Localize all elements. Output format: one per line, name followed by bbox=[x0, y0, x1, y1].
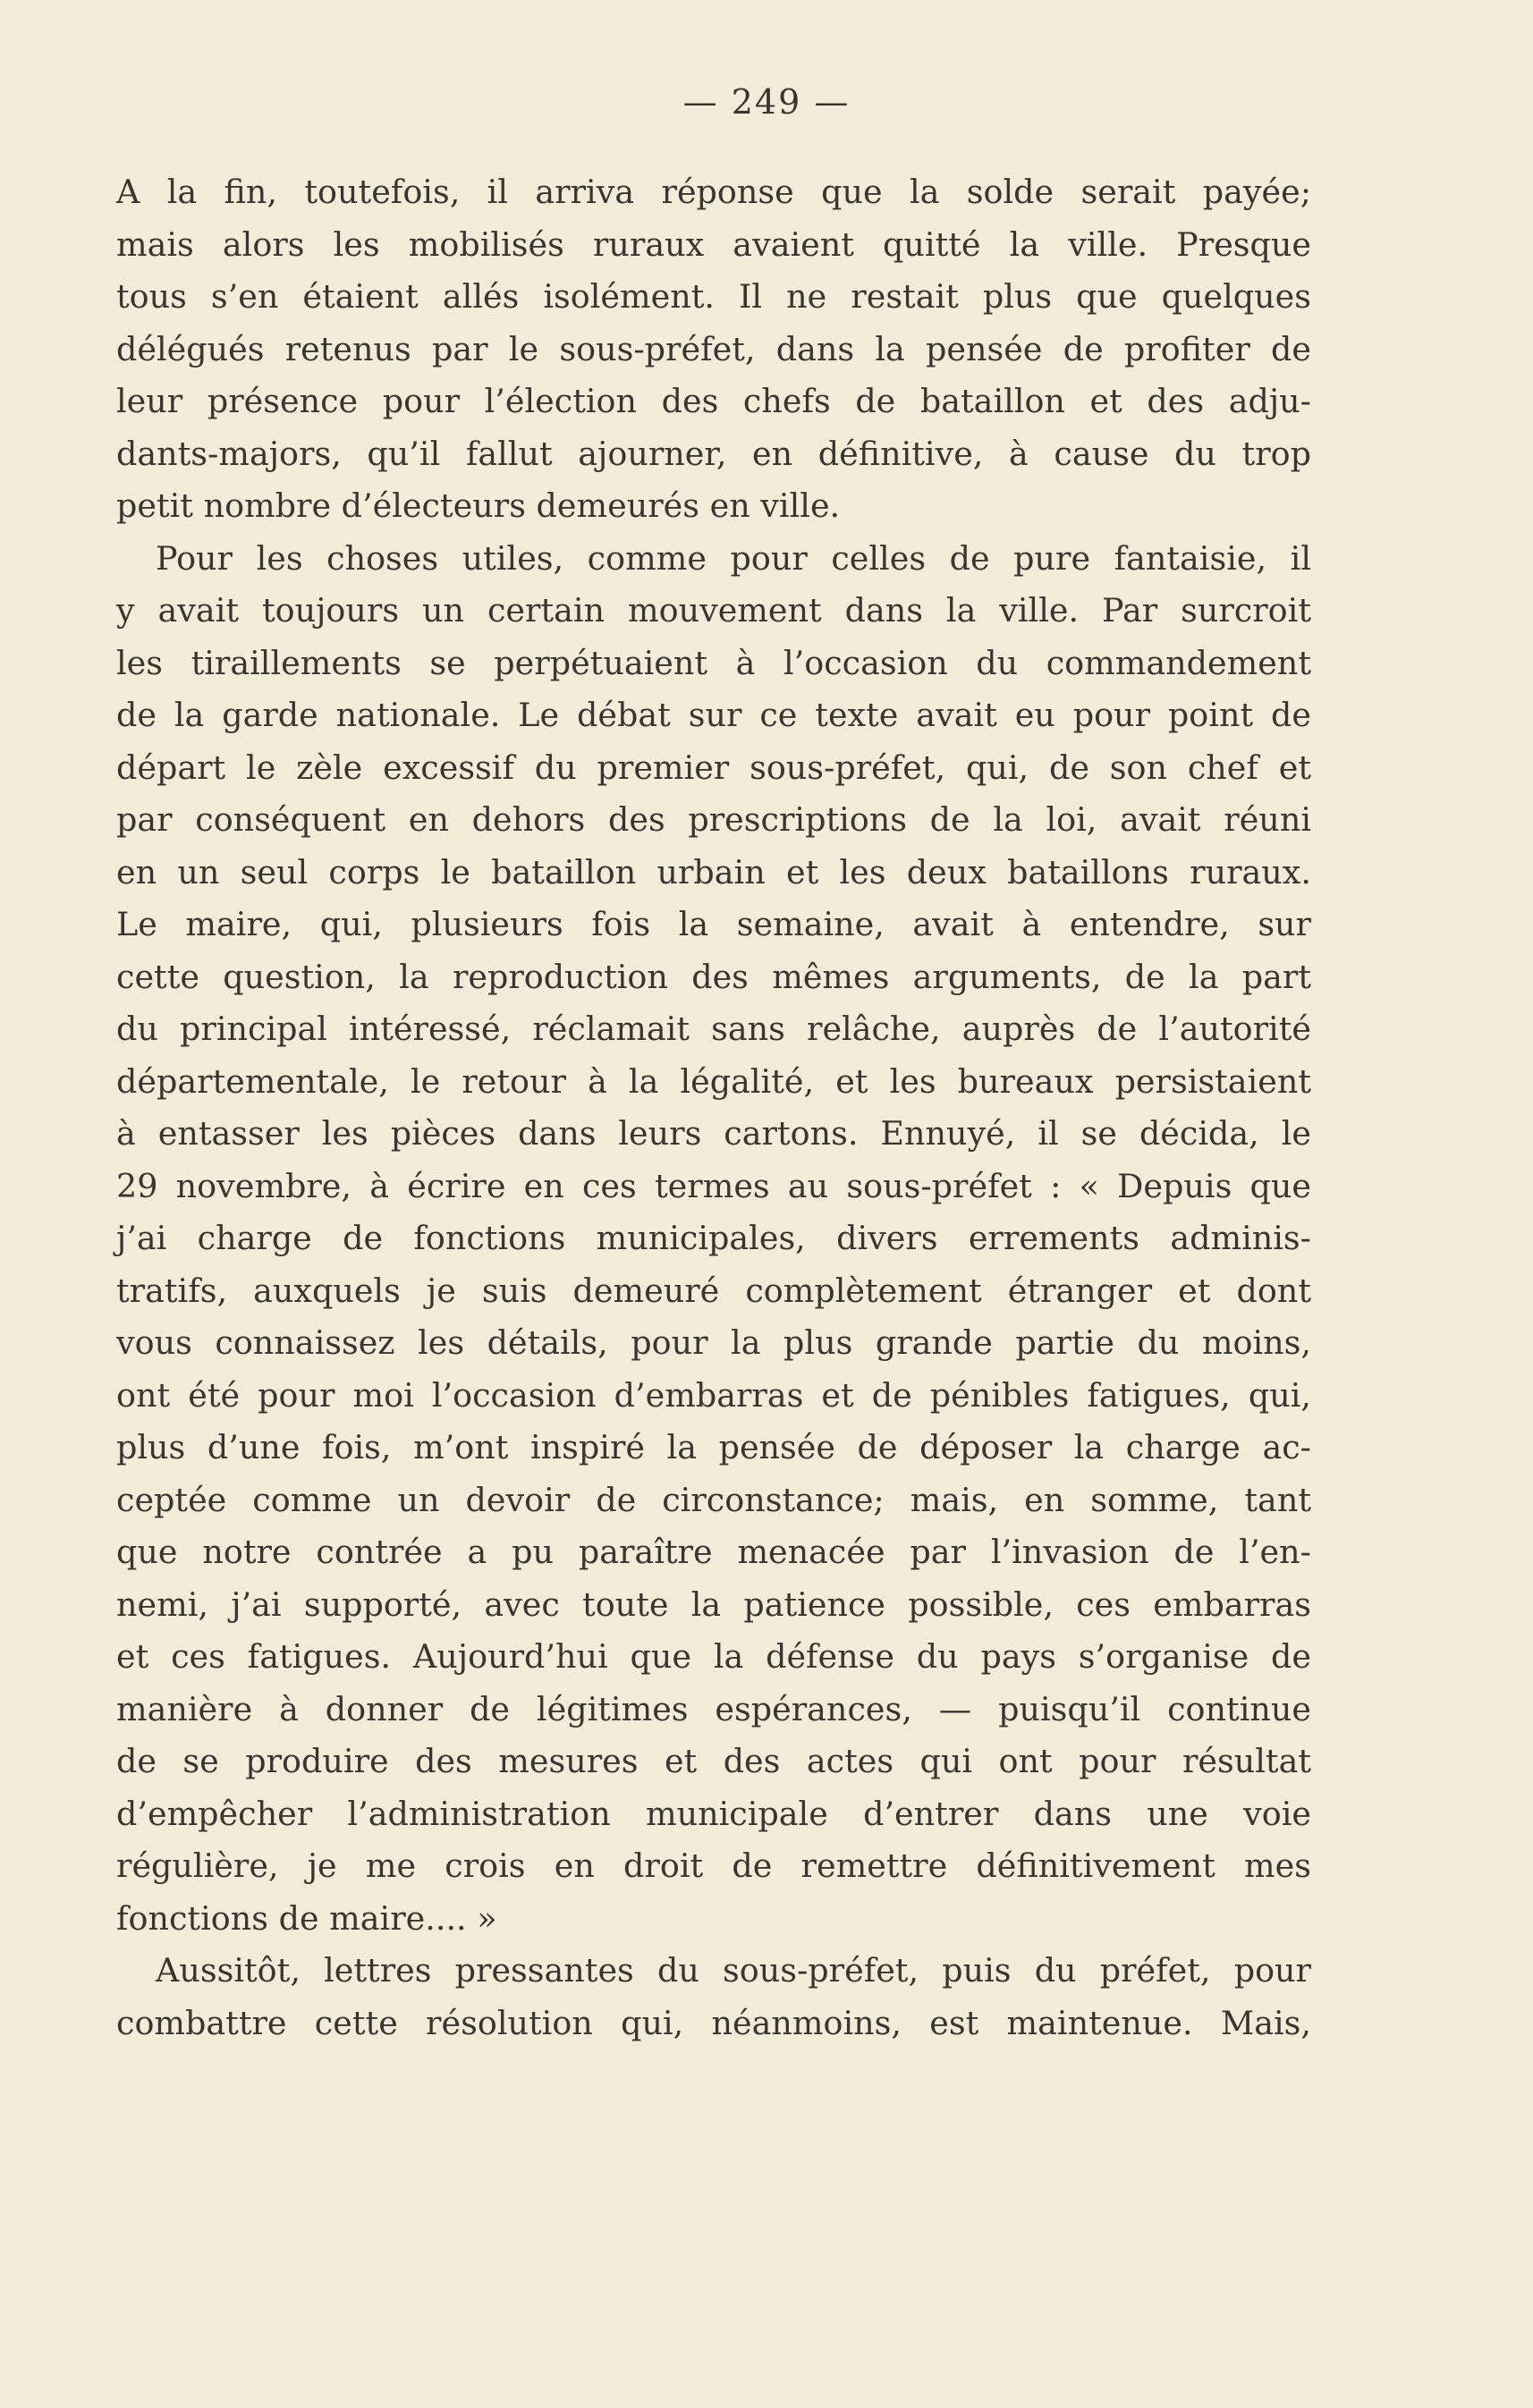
page-number: — 249 — bbox=[682, 82, 851, 122]
text-line: délégués retenus par le sous-préfet, dans la pensée de profiter de bbox=[116, 329, 1311, 368]
text-line: en un seul corps le bataillon urbain et les deux bataillons ruraux. bbox=[116, 852, 1311, 891]
text-line: nemi, j’ai supporté, avec toute la patience possible, ces embarras bbox=[116, 1584, 1311, 1624]
text-line: départementale, le retour à la légalité, et les bureaux persistaient bbox=[116, 1061, 1311, 1101]
text-line: départ le zèle excessif du premier sous-préfet, qui, de son chef et bbox=[116, 748, 1311, 787]
text-line: Aussitôt, lettres pressantes du sous-préfet, puis du préfet, pour bbox=[156, 1951, 1311, 1990]
text-line: plus d’une fois, m’ont inspiré la pensée de déposer la charge ac- bbox=[116, 1428, 1311, 1466]
text-line: combattre cette résolution qui, néanmoins, est maintenue. Mais, bbox=[116, 2003, 1311, 2042]
text-line: les tiraillements se perpétuaient à l’occasion du commandement bbox=[116, 643, 1311, 682]
text-line: tous s’en étaient allés isolément. Il ne restait plus que quelques bbox=[116, 277, 1311, 316]
text-line: Pour les choses utiles, comme pour celles de pure fantaisie, il bbox=[156, 538, 1311, 578]
text-line: A la fin, toutefois, il arriva réponse que la solde serait payée; bbox=[116, 173, 1311, 211]
text-line: leur présence pour l’élection des chefs de bataillon et des adju- bbox=[116, 382, 1311, 420]
text-line: petit nombre d’électeurs demeurés en ville. bbox=[116, 486, 841, 525]
text-line: d’empêcher l’administration municipale d’entrer dans une voie bbox=[116, 1794, 1311, 1833]
body-text bbox=[116, 166, 1311, 2049]
text-line: par conséquent en dehors des prescriptions de la loi, avait réuni bbox=[116, 800, 1311, 839]
text-line: régulière, je me crois en droit de remettre définitivement mes bbox=[116, 1846, 1311, 1885]
text-line: que notre contrée a pu paraître menacée par l’invasion de l’en- bbox=[116, 1533, 1311, 1571]
text-line: de se produire des mesures et des actes qui ont pour résultat bbox=[116, 1742, 1311, 1780]
text-line: de la garde nationale. Le débat sur ce texte avait eu pour point de bbox=[116, 696, 1311, 734]
text-line: 29 novembre, à écrire en ces termes au sous-préfet : « Depuis que bbox=[116, 1166, 1311, 1205]
text-line: ont été pour moi l’occasion d’embarras et de pénibles fatigues, qui, bbox=[116, 1375, 1311, 1415]
text-line: du principal intéressé, réclamait sans relâche, auprès de l’autorité bbox=[116, 1010, 1311, 1048]
text-line: Le maire, qui, plusieurs fois la semaine, avait à entendre, sur bbox=[116, 905, 1311, 943]
text-line: à entasser les pièces dans leurs cartons. Ennuyé, il se décida, le bbox=[116, 1114, 1311, 1153]
text-line: j’ai charge de fonctions municipales, divers errements adminis- bbox=[116, 1219, 1311, 1257]
text-line: tratifs, auxquels je suis demeuré complètement étranger et dont bbox=[116, 1271, 1311, 1310]
text-line: fonctions de maire.... » bbox=[116, 1898, 497, 1938]
text-line: dants-majors, qu’il fallut ajourner, en définitive, à cause du trop bbox=[116, 434, 1311, 473]
text-line: et ces fatigues. Aujourd’hui que la défense du pays s’organise de bbox=[116, 1637, 1311, 1676]
text-line: vous connaissez les détails, pour la plus grande partie du moins, bbox=[116, 1323, 1311, 1362]
text-line: mais alors les mobilisés ruraux avaient quitté la ville. Presque bbox=[116, 224, 1311, 264]
text-line: cette question, la reproduction des mêmes arguments, de la part bbox=[116, 957, 1311, 996]
text-line: y avait toujours un certain mouvement dans la ville. Par surcroit bbox=[116, 591, 1311, 629]
text-line: manière à donner de légitimes espérances, — puisqu’il continue bbox=[116, 1689, 1311, 1728]
text-line: ceptée comme un devoir de circonstance; mais, en somme, tant bbox=[116, 1480, 1311, 1519]
